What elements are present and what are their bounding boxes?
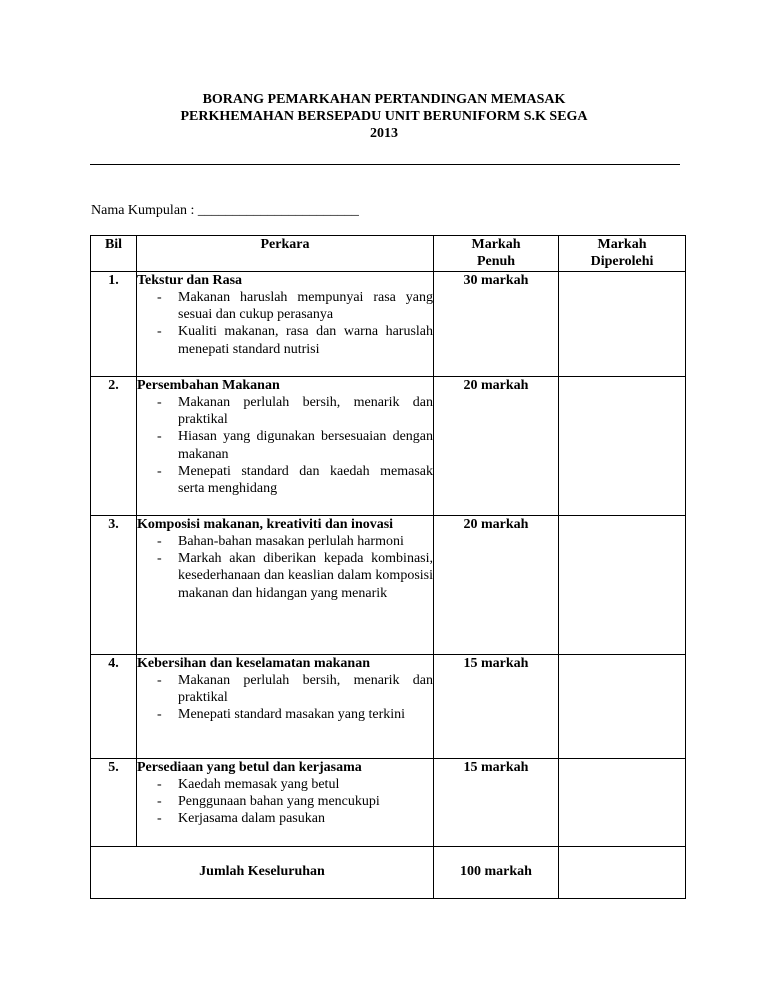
table-header-row: [91, 236, 686, 272]
criteria-title: Tekstur dan Rasa: [137, 272, 243, 288]
table-row: [91, 654, 686, 758]
criteria-point: - Markah akan diberikan kepada kombinasi, kesederhanaan dan keaslian dalam komposisi makanan dan hidangan yang menarik: [157, 551, 433, 601]
group-name-blank: _______________________: [197, 203, 359, 218]
score-table: [90, 235, 686, 899]
criteria-point: - Makanan perlulah bersih, menarik dan praktikal: [157, 394, 433, 428]
full-marks: 30 markah: [434, 271, 559, 376]
total-label: Jumlah Keseluruhan: [91, 846, 434, 898]
full-marks: 15 markah: [434, 654, 559, 758]
row-number: 4.: [91, 654, 137, 758]
table-row: [91, 515, 686, 654]
total-marks-obtained-cell[interactable]: [559, 846, 686, 898]
total-row: [91, 846, 686, 898]
table-row: [91, 758, 686, 846]
table-row: [91, 271, 686, 376]
group-name-label: Nama Kumpulan :: [91, 203, 195, 218]
header-divider: [90, 164, 680, 165]
form-subtitle: PERKHEMAHAN BERSEPADU UNIT BERUNIFORM S.K SEGA: [180, 109, 588, 124]
full-marks: 20 markah: [434, 515, 559, 654]
header-bil: Bil: [91, 236, 137, 272]
row-number: 1.: [91, 271, 137, 376]
form-header: [0, 91, 768, 142]
criteria-point: - Kerjasama dalam pasukan: [157, 811, 325, 827]
marks-obtained-cell[interactable]: [559, 271, 686, 376]
marks-obtained-cell[interactable]: [559, 654, 686, 758]
form-title: BORANG PEMARKAHAN PERTANDINGAN MEMASAK: [202, 92, 566, 107]
full-marks: 20 markah: [434, 376, 559, 515]
marks-obtained-cell[interactable]: [559, 515, 686, 654]
criteria-point: - Bahan-bahan masakan perlulah harmoni: [157, 533, 404, 549]
header-markah-diperolehi: Markah Diperolehi: [559, 236, 686, 272]
criteria-point: - Menepati standard dan kaedah memasak serta menghidang: [157, 464, 433, 497]
header-perkara: Perkara: [137, 236, 434, 272]
header-markah-penuh: Markah Penuh: [434, 236, 559, 272]
criteria-cell: [137, 376, 434, 515]
criteria-cell: [137, 515, 434, 654]
criteria-point: - Makanan perlulah bersih, menarik dan praktikal: [157, 672, 433, 706]
group-name-field: [91, 202, 359, 219]
criteria-title: Komposisi makanan, kreativiti dan inovasi: [137, 516, 394, 532]
criteria-point: - Makanan haruslah mempunyai rasa yang sesuai dan cukup perasanya: [157, 289, 433, 323]
criteria-title: Kebersihan dan keselamatan makanan: [137, 655, 370, 671]
criteria-point: - Hiasan yang digunakan bersesuaian dengan makanan: [157, 429, 433, 462]
criteria-title: Persembahan Makanan: [137, 377, 280, 393]
criteria-point: - Penggunaan bahan yang mencukupi: [157, 794, 380, 810]
criteria-point: - Menepati standard masakan yang terkini: [157, 707, 406, 723]
criteria-point: - Kualiti makanan, rasa dan warna haruslah menepati standard nutrisi: [157, 324, 433, 357]
total-full-marks: 100 markah: [434, 846, 559, 898]
marks-obtained-cell[interactable]: [559, 376, 686, 515]
full-marks: 15 markah: [434, 758, 559, 846]
row-number: 5.: [91, 758, 137, 846]
form-year: 2013: [370, 126, 398, 141]
row-number: 3.: [91, 515, 137, 654]
marks-obtained-cell[interactable]: [559, 758, 686, 846]
criteria-point: - Kaedah memasak yang betul: [157, 776, 340, 792]
row-number: 2.: [91, 376, 137, 515]
criteria-cell: [137, 758, 434, 846]
criteria-cell: [137, 654, 434, 758]
criteria-title: Persediaan yang betul dan kerjasama: [137, 759, 362, 775]
criteria-cell: [137, 271, 434, 376]
table-row: [91, 376, 686, 515]
